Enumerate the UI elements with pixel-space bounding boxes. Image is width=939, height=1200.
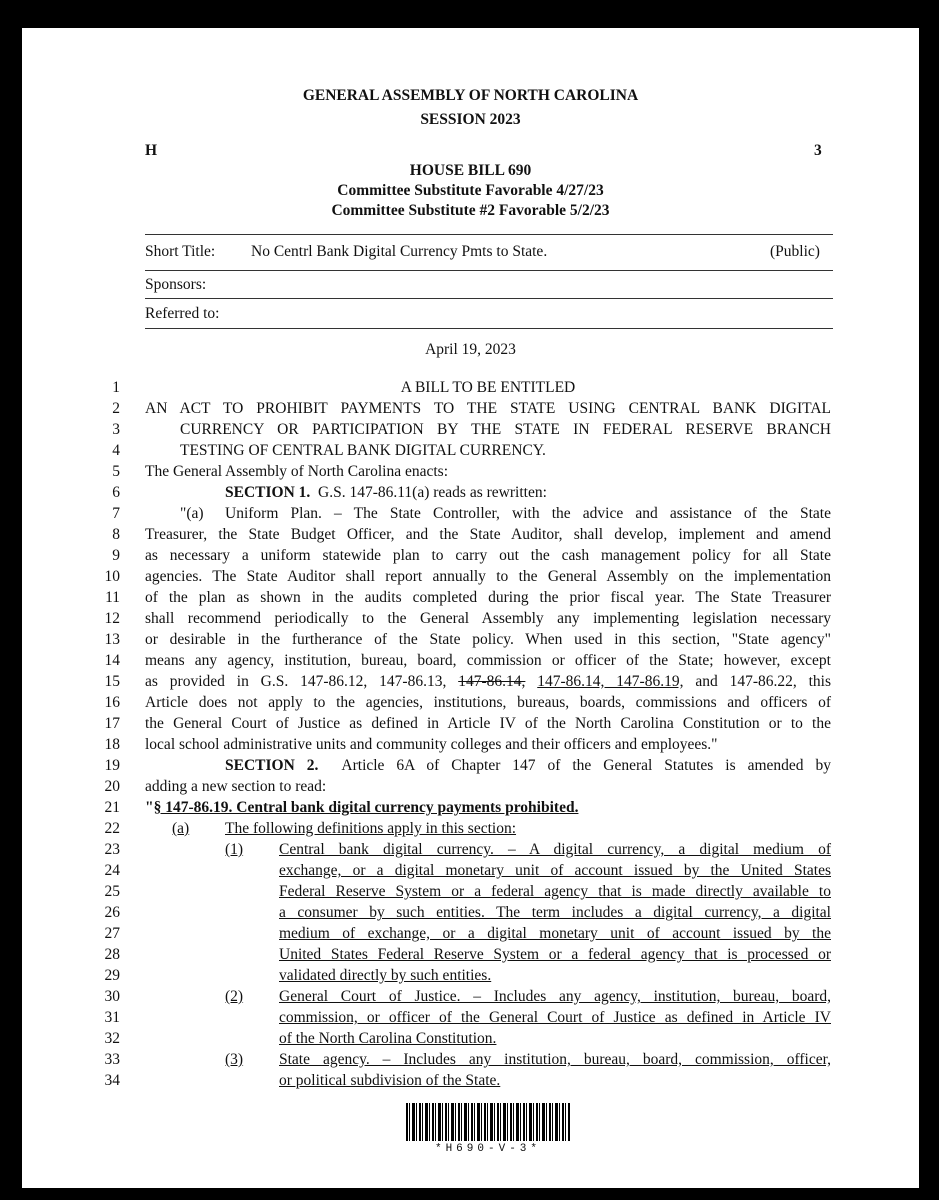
divider	[145, 298, 833, 299]
section-1-line	[225, 482, 831, 503]
body-line: Uniform Plan. – The State Controller, with the advice and assistance of the State	[225, 505, 831, 522]
act-title-line: TESTING OF CENTRAL BANK DIGITAL CURRENCY.	[180, 442, 546, 459]
line-number: 29	[104, 967, 120, 984]
inserted-line: of the North Carolina Constitution.	[279, 1030, 497, 1047]
open-quote: "	[145, 799, 154, 816]
line-number: 6	[112, 484, 120, 501]
inserted-line: State agency. – Includes any institution, bureau, board, commission, officer,	[279, 1051, 831, 1068]
line-number: 17	[104, 715, 120, 732]
line-text: as provided in G.S. 147-86.12, 147-86.13,	[145, 673, 447, 690]
section-label: SECTION 2.	[225, 757, 319, 774]
inserted-line: commission, or officer of the General Court of Justice as defined in Article IV	[279, 1009, 831, 1026]
line-number: 18	[104, 736, 120, 753]
line-number: 19	[104, 757, 120, 774]
line-number: 20	[104, 778, 120, 795]
line-number: 2	[112, 400, 120, 417]
line-number: 27	[104, 925, 120, 942]
inserted-line: exchange, or a digital monetary unit of account issued by the United States	[279, 862, 831, 879]
inserted-line: a consumer by such entities. The term includes a digital currency, a digital	[279, 904, 831, 921]
body-line: shall recommend periodically to the General Assembly any implementing legislation necessary	[145, 610, 831, 627]
short-title-value: No Centrl Bank Digital Currency Pmts to State.	[251, 243, 548, 260]
line-number: 8	[112, 526, 120, 543]
body-line: or desirable in the furtherance of the State policy. When used in this section, "State agency"	[145, 631, 831, 648]
inserted-line: Federal Reserve System or a federal agency that is made directly available to	[279, 883, 831, 900]
line-number: 15	[104, 673, 120, 690]
line-number: 33	[104, 1051, 120, 1068]
inserted-line: General Court of Justice. – Includes any agency, institution, bureau, board,	[279, 988, 831, 1005]
line-number: 32	[104, 1030, 120, 1047]
inserted-line: or political subdivision of the State.	[279, 1072, 501, 1089]
definition-marker: (3)	[225, 1051, 244, 1068]
new-section-heading	[145, 797, 831, 818]
line-number: 3	[112, 421, 120, 438]
line-number: 1	[112, 379, 120, 396]
line-number: 9	[112, 547, 120, 564]
line-text: G.S. 147-86.11(a) reads as rewritten:	[318, 484, 547, 501]
act-title-line: CURRENCY OR PARTICIPATION BY THE STATE IN FEDERAL RESERVE BRANCH	[180, 421, 831, 438]
line-number: 34	[104, 1072, 120, 1089]
line-number: 12	[104, 610, 120, 627]
body-line: agencies. The State Auditor shall report annually to the General Assembly on the implementation	[145, 568, 831, 585]
inserted-line: The following definitions apply in this section:	[225, 820, 517, 837]
version-code: 3	[814, 142, 822, 159]
line-number: 4	[112, 442, 120, 459]
inserted-line: United States Federal Reserve System or a federal agency that is processed or	[279, 946, 831, 963]
line-number: 11	[105, 589, 120, 606]
line-number: 24	[104, 862, 120, 879]
line-number: 26	[104, 904, 120, 921]
body-line: local school administrative units and community colleges and their officers and employees."	[145, 736, 718, 753]
bill-page	[22, 28, 919, 1188]
line-number: 10	[104, 568, 120, 585]
subsection-marker: "(a)	[180, 505, 204, 522]
committee-line-2: Committee Substitute #2 Favorable 5/2/23	[331, 202, 610, 219]
barcode	[406, 1103, 570, 1155]
line-text: and 147-86.22, this	[695, 673, 832, 690]
bill-heading: A BILL TO BE ENTITLED	[400, 379, 576, 396]
barcode-bars	[406, 1103, 570, 1141]
bill-title: HOUSE BILL 690	[409, 162, 532, 179]
subsection-marker: (a)	[172, 820, 190, 837]
line-number: 23	[104, 841, 120, 858]
sponsors-label: Sponsors:	[145, 276, 207, 293]
line-number: 16	[104, 694, 120, 711]
section-2-line	[225, 755, 831, 776]
definition-marker: (2)	[225, 988, 244, 1005]
body-line-amended	[145, 671, 831, 692]
inserted-line: validated directly by such entities.	[279, 967, 492, 984]
line-number: 31	[104, 1009, 120, 1026]
divider	[145, 328, 833, 329]
line-number: 25	[104, 883, 120, 900]
inserted-line: Central bank digital currency. – A digital currency, a digital medium of	[279, 841, 831, 858]
line-number: 13	[104, 631, 120, 648]
line-number: 5	[112, 463, 120, 480]
struck-text: 147-86.14,	[458, 673, 526, 690]
line-number: 14	[104, 652, 120, 669]
body-line: of the plan as shown in the audits completed during the prior fiscal year. The State Treasurer	[145, 589, 831, 606]
body-line: as necessary a uniform statewide plan to carry out the cash management policy for all State	[145, 547, 831, 564]
body-line: means any agency, institution, bureau, board, commission or officer of the State; however, except	[145, 652, 831, 669]
inserted-text: 147-86.14, 147-86.19,	[537, 673, 684, 690]
section-heading-text: § 147-86.19. Central bank digital currency payments prohibited.	[153, 799, 579, 816]
definition-marker: (1)	[225, 841, 244, 858]
body-line: adding a new section to read:	[145, 778, 327, 795]
line-number: 30	[104, 988, 120, 1005]
line-number: 7	[112, 505, 120, 522]
referred-label: Referred to:	[145, 305, 220, 322]
inserted-line: medium of exchange, or a digital monetary unit of account issued by the	[279, 925, 831, 942]
line-number: 28	[104, 946, 120, 963]
assembly-heading: GENERAL ASSEMBLY OF NORTH CAROLINA	[302, 87, 639, 104]
committee-line-1: Committee Substitute Favorable 4/27/23	[337, 182, 604, 199]
body-line: the General Court of Justice as defined in Article IV of the North Carolina Constitution or to the	[145, 715, 831, 732]
barcode-text: *H690-V-3*	[434, 1143, 541, 1155]
act-title-line: AN ACT TO PROHIBIT PAYMENTS TO THE STATE USING CENTRAL BANK DIGITAL	[145, 400, 831, 417]
session-heading: SESSION 2023	[420, 111, 521, 128]
line-number: 21	[104, 799, 120, 816]
bill-date: April 19, 2023	[425, 341, 516, 358]
public-label: (Public)	[770, 243, 820, 260]
section-label: SECTION 1.	[225, 484, 311, 501]
divider	[145, 234, 833, 235]
short-title-label: Short Title:	[145, 243, 216, 260]
body-line: Article does not apply to the agencies, institutions, bureaus, boards, commissions and officers of	[145, 694, 831, 711]
line-number: 22	[104, 820, 120, 837]
enacting-clause: The General Assembly of North Carolina enacts:	[145, 463, 449, 480]
line-text: Article 6A of Chapter 147 of the General Statutes is amended by	[341, 757, 831, 774]
divider	[145, 270, 833, 271]
chamber-code: H	[145, 142, 158, 159]
body-line: Treasurer, the State Budget Officer, and the State Auditor, shall develop, implement and amend	[145, 526, 831, 543]
